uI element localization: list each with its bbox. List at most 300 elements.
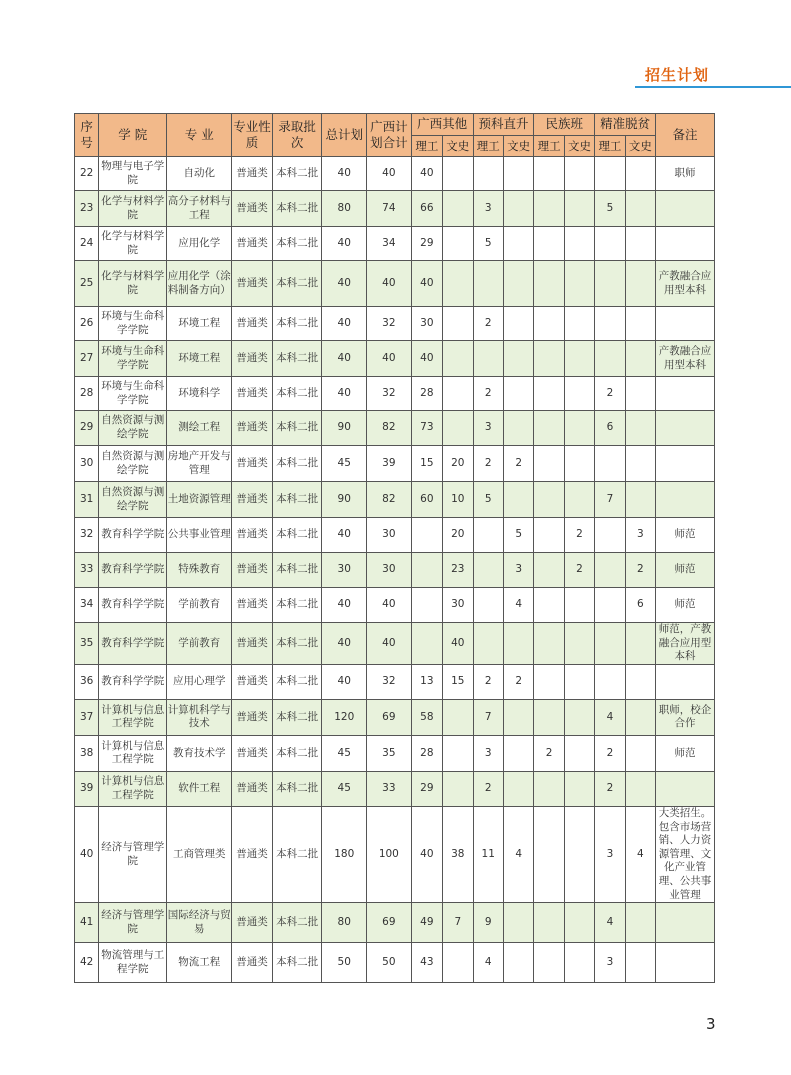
cell-batch: 本科二批 bbox=[272, 482, 322, 518]
cell-total: 40 bbox=[322, 588, 367, 623]
cell-gx-sci: 28 bbox=[411, 377, 442, 411]
cell-seq: 30 bbox=[75, 446, 99, 482]
cell-ethnic-sci bbox=[534, 307, 564, 341]
cell-note: 大类招生。包含市场营销、人力资源管理、文化产业管理、公共事业管理 bbox=[656, 806, 715, 902]
cell-major: 物流工程 bbox=[167, 943, 232, 983]
cell-ethnic-sci bbox=[534, 482, 564, 518]
cell-major: 教育技术学 bbox=[167, 735, 232, 771]
cell-gx-total: 50 bbox=[367, 943, 412, 983]
cell-gx-sci: 40 bbox=[411, 341, 442, 377]
cell-poverty-sci: 2 bbox=[595, 377, 625, 411]
cell-type: 普通类 bbox=[232, 518, 273, 553]
cell-seq: 32 bbox=[75, 518, 99, 553]
cell-note bbox=[656, 943, 715, 983]
cell-poverty-sci bbox=[595, 261, 625, 307]
cell-seq: 31 bbox=[75, 482, 99, 518]
cell-poverty-arts: 4 bbox=[625, 806, 655, 902]
cell-batch: 本科二批 bbox=[272, 771, 322, 806]
cell-ethnic-arts bbox=[564, 157, 594, 191]
cell-type: 普通类 bbox=[232, 227, 273, 261]
cell-type: 普通类 bbox=[232, 588, 273, 623]
cell-prep-sci: 2 bbox=[473, 377, 503, 411]
cell-gx-total: 30 bbox=[367, 553, 412, 588]
cell-batch: 本科二批 bbox=[272, 623, 322, 665]
cell-ethnic-arts bbox=[564, 307, 594, 341]
cell-college: 环境与生命科学学院 bbox=[99, 307, 167, 341]
cell-gx-arts bbox=[443, 699, 473, 735]
cell-ethnic-arts bbox=[564, 446, 594, 482]
cell-gx-total: 33 bbox=[367, 771, 412, 806]
cell-major: 学前教育 bbox=[167, 588, 232, 623]
cell-seq: 35 bbox=[75, 623, 99, 665]
table-row bbox=[75, 191, 715, 227]
cell-gx-arts bbox=[443, 735, 473, 771]
table-row bbox=[75, 261, 715, 307]
cell-total: 80 bbox=[322, 903, 367, 943]
table-row bbox=[75, 664, 715, 699]
header-sci: 理工 bbox=[473, 136, 503, 157]
cell-gx-arts bbox=[443, 411, 473, 446]
cell-ethnic-arts: 2 bbox=[564, 553, 594, 588]
cell-ethnic-arts bbox=[564, 588, 594, 623]
cell-ethnic-sci bbox=[534, 411, 564, 446]
cell-ethnic-sci bbox=[534, 446, 564, 482]
cell-gx-sci: 60 bbox=[411, 482, 442, 518]
cell-ethnic-sci bbox=[534, 903, 564, 943]
cell-seq: 34 bbox=[75, 588, 99, 623]
header-arts: 文史 bbox=[625, 136, 655, 157]
cell-prep-sci: 3 bbox=[473, 411, 503, 446]
cell-major: 自动化 bbox=[167, 157, 232, 191]
cell-type: 普通类 bbox=[232, 623, 273, 665]
header-college: 学 院 bbox=[99, 114, 167, 157]
cell-batch: 本科二批 bbox=[272, 261, 322, 307]
cell-ethnic-arts bbox=[564, 806, 594, 902]
cell-college: 自然资源与测绘学院 bbox=[99, 411, 167, 446]
cell-batch: 本科二批 bbox=[272, 553, 322, 588]
cell-prep-sci bbox=[473, 553, 503, 588]
cell-type: 普通类 bbox=[232, 261, 273, 307]
cell-poverty-sci bbox=[595, 227, 625, 261]
cell-ethnic-sci: 2 bbox=[534, 735, 564, 771]
cell-poverty-arts: 2 bbox=[625, 553, 655, 588]
cell-ethnic-sci bbox=[534, 806, 564, 902]
cell-type: 普通类 bbox=[232, 664, 273, 699]
cell-poverty-sci: 6 bbox=[595, 411, 625, 446]
cell-ethnic-arts bbox=[564, 943, 594, 983]
cell-poverty-sci: 5 bbox=[595, 191, 625, 227]
header-prep: 预科直升 bbox=[473, 114, 534, 136]
table-row bbox=[75, 588, 715, 623]
cell-total: 30 bbox=[322, 553, 367, 588]
cell-gx-sci: 43 bbox=[411, 943, 442, 983]
header-arts: 文史 bbox=[503, 136, 533, 157]
cell-poverty-arts bbox=[625, 261, 655, 307]
cell-college: 自然资源与测绘学院 bbox=[99, 446, 167, 482]
cell-ethnic-arts bbox=[564, 903, 594, 943]
cell-college: 化学与材料学院 bbox=[99, 261, 167, 307]
cell-seq: 41 bbox=[75, 903, 99, 943]
cell-poverty-sci: 2 bbox=[595, 735, 625, 771]
cell-note bbox=[656, 227, 715, 261]
cell-major: 软件工程 bbox=[167, 771, 232, 806]
cell-total: 180 bbox=[322, 806, 367, 902]
cell-seq: 22 bbox=[75, 157, 99, 191]
cell-gx-arts: 20 bbox=[443, 518, 473, 553]
cell-total: 40 bbox=[322, 377, 367, 411]
cell-gx-sci: 15 bbox=[411, 446, 442, 482]
cell-gx-total: 32 bbox=[367, 377, 412, 411]
cell-batch: 本科二批 bbox=[272, 735, 322, 771]
table-row bbox=[75, 903, 715, 943]
cell-prep-arts bbox=[503, 943, 533, 983]
cell-gx-total: 40 bbox=[367, 623, 412, 665]
cell-gx-arts bbox=[443, 771, 473, 806]
cell-poverty-arts bbox=[625, 227, 655, 261]
cell-poverty-sci bbox=[595, 623, 625, 665]
cell-prep-sci bbox=[473, 261, 503, 307]
cell-major: 环境工程 bbox=[167, 307, 232, 341]
cell-ethnic-sci bbox=[534, 341, 564, 377]
cell-gx-arts bbox=[443, 341, 473, 377]
cell-college: 自然资源与测绘学院 bbox=[99, 482, 167, 518]
cell-ethnic-sci bbox=[534, 518, 564, 553]
cell-batch: 本科二批 bbox=[272, 518, 322, 553]
cell-major: 环境科学 bbox=[167, 377, 232, 411]
cell-prep-sci: 9 bbox=[473, 903, 503, 943]
cell-prep-arts bbox=[503, 227, 533, 261]
cell-note: 职师 bbox=[656, 157, 715, 191]
cell-college: 计算机与信息工程学院 bbox=[99, 699, 167, 735]
cell-gx-arts bbox=[443, 307, 473, 341]
table-row bbox=[75, 623, 715, 665]
cell-note bbox=[656, 482, 715, 518]
cell-college: 化学与材料学院 bbox=[99, 191, 167, 227]
header-ethnic: 民族班 bbox=[534, 114, 595, 136]
cell-gx-sci: 40 bbox=[411, 261, 442, 307]
table-row bbox=[75, 735, 715, 771]
cell-prep-sci: 4 bbox=[473, 943, 503, 983]
cell-total: 90 bbox=[322, 411, 367, 446]
cell-note: 师范 bbox=[656, 735, 715, 771]
cell-major: 工商管理类 bbox=[167, 806, 232, 902]
cell-poverty-sci: 2 bbox=[595, 771, 625, 806]
cell-prep-sci bbox=[473, 623, 503, 665]
cell-poverty-arts bbox=[625, 482, 655, 518]
header-sci: 理工 bbox=[595, 136, 625, 157]
cell-gx-total: 100 bbox=[367, 806, 412, 902]
cell-batch: 本科二批 bbox=[272, 227, 322, 261]
cell-prep-arts bbox=[503, 377, 533, 411]
cell-college: 教育科学学院 bbox=[99, 664, 167, 699]
table-row bbox=[75, 482, 715, 518]
cell-total: 45 bbox=[322, 735, 367, 771]
cell-ethnic-sci bbox=[534, 771, 564, 806]
cell-college: 教育科学学院 bbox=[99, 518, 167, 553]
cell-poverty-arts bbox=[625, 735, 655, 771]
cell-prep-arts bbox=[503, 699, 533, 735]
cell-note: 职师，校企合作 bbox=[656, 699, 715, 735]
header-note: 备注 bbox=[656, 114, 715, 157]
cell-poverty-sci bbox=[595, 518, 625, 553]
cell-ethnic-sci bbox=[534, 191, 564, 227]
cell-poverty-arts: 6 bbox=[625, 588, 655, 623]
cell-college: 教育科学学院 bbox=[99, 623, 167, 665]
cell-note bbox=[656, 411, 715, 446]
cell-major: 土地资源管理 bbox=[167, 482, 232, 518]
cell-poverty-arts bbox=[625, 699, 655, 735]
table-row bbox=[75, 806, 715, 902]
cell-batch: 本科二批 bbox=[272, 191, 322, 227]
page-number: 3 bbox=[706, 1015, 716, 1033]
cell-batch: 本科二批 bbox=[272, 903, 322, 943]
cell-prep-arts bbox=[503, 903, 533, 943]
cell-batch: 本科二批 bbox=[272, 806, 322, 902]
cell-gx-arts bbox=[443, 157, 473, 191]
cell-ethnic-sci bbox=[534, 699, 564, 735]
cell-gx-arts bbox=[443, 227, 473, 261]
cell-gx-arts bbox=[443, 377, 473, 411]
cell-total: 40 bbox=[322, 518, 367, 553]
cell-gx-arts: 20 bbox=[443, 446, 473, 482]
cell-seq: 23 bbox=[75, 191, 99, 227]
cell-college: 经济与管理学院 bbox=[99, 903, 167, 943]
cell-ethnic-arts bbox=[564, 482, 594, 518]
cell-poverty-arts bbox=[625, 307, 655, 341]
cell-major: 环境工程 bbox=[167, 341, 232, 377]
cell-gx-arts: 38 bbox=[443, 806, 473, 902]
cell-prep-arts bbox=[503, 623, 533, 665]
cell-prep-sci: 3 bbox=[473, 191, 503, 227]
cell-prep-arts bbox=[503, 261, 533, 307]
cell-batch: 本科二批 bbox=[272, 943, 322, 983]
cell-prep-arts: 3 bbox=[503, 553, 533, 588]
cell-seq: 36 bbox=[75, 664, 99, 699]
cell-prep-arts bbox=[503, 341, 533, 377]
cell-prep-arts: 2 bbox=[503, 664, 533, 699]
header-batch: 录取批次 bbox=[272, 114, 322, 157]
cell-total: 45 bbox=[322, 771, 367, 806]
cell-batch: 本科二批 bbox=[272, 307, 322, 341]
cell-poverty-arts bbox=[625, 664, 655, 699]
cell-poverty-arts bbox=[625, 377, 655, 411]
cell-total: 50 bbox=[322, 943, 367, 983]
cell-type: 普通类 bbox=[232, 771, 273, 806]
cell-ethnic-arts: 2 bbox=[564, 518, 594, 553]
cell-note: 产教融合应用型本科 bbox=[656, 261, 715, 307]
table-row bbox=[75, 771, 715, 806]
cell-type: 普通类 bbox=[232, 341, 273, 377]
cell-seq: 42 bbox=[75, 943, 99, 983]
cell-major: 国际经济与贸易 bbox=[167, 903, 232, 943]
cell-seq: 26 bbox=[75, 307, 99, 341]
cell-note bbox=[656, 771, 715, 806]
table-row bbox=[75, 157, 715, 191]
cell-total: 40 bbox=[322, 664, 367, 699]
cell-gx-total: 40 bbox=[367, 261, 412, 307]
cell-total: 45 bbox=[322, 446, 367, 482]
cell-prep-sci: 5 bbox=[473, 482, 503, 518]
cell-gx-arts: 30 bbox=[443, 588, 473, 623]
header-total: 总计划 bbox=[322, 114, 367, 157]
cell-college: 物理与电子学院 bbox=[99, 157, 167, 191]
cell-seq: 27 bbox=[75, 341, 99, 377]
cell-college: 教育科学学院 bbox=[99, 588, 167, 623]
cell-note: 师范 bbox=[656, 553, 715, 588]
cell-college: 教育科学学院 bbox=[99, 553, 167, 588]
table-row bbox=[75, 446, 715, 482]
cell-poverty-sci bbox=[595, 588, 625, 623]
cell-prep-arts bbox=[503, 482, 533, 518]
cell-gx-total: 69 bbox=[367, 699, 412, 735]
cell-gx-total: 82 bbox=[367, 482, 412, 518]
cell-gx-sci: 29 bbox=[411, 227, 442, 261]
cell-prep-arts: 4 bbox=[503, 588, 533, 623]
cell-college: 计算机与信息工程学院 bbox=[99, 771, 167, 806]
cell-prep-sci bbox=[473, 341, 503, 377]
cell-gx-sci bbox=[411, 623, 442, 665]
cell-total: 40 bbox=[322, 341, 367, 377]
cell-poverty-sci: 7 bbox=[595, 482, 625, 518]
cell-prep-sci: 2 bbox=[473, 307, 503, 341]
cell-poverty-arts bbox=[625, 771, 655, 806]
cell-major: 房地产开发与管理 bbox=[167, 446, 232, 482]
cell-gx-arts: 10 bbox=[443, 482, 473, 518]
cell-total: 40 bbox=[322, 227, 367, 261]
cell-type: 普通类 bbox=[232, 553, 273, 588]
table-row bbox=[75, 307, 715, 341]
cell-prep-arts bbox=[503, 191, 533, 227]
cell-batch: 本科二批 bbox=[272, 411, 322, 446]
cell-prep-arts bbox=[503, 157, 533, 191]
table-header bbox=[75, 114, 715, 157]
cell-ethnic-arts bbox=[564, 623, 594, 665]
cell-ethnic-arts bbox=[564, 735, 594, 771]
cell-poverty-sci: 4 bbox=[595, 903, 625, 943]
cell-major: 应用化学（涂料制备方向） bbox=[167, 261, 232, 307]
cell-batch: 本科二批 bbox=[272, 157, 322, 191]
table-row bbox=[75, 227, 715, 261]
header-seq: 序号 bbox=[75, 114, 99, 157]
cell-note: 师范，产教融合应用型本科 bbox=[656, 623, 715, 665]
cell-total: 40 bbox=[322, 307, 367, 341]
cell-prep-arts: 4 bbox=[503, 806, 533, 902]
cell-gx-total: 30 bbox=[367, 518, 412, 553]
cell-note bbox=[656, 664, 715, 699]
cell-type: 普通类 bbox=[232, 307, 273, 341]
cell-gx-arts bbox=[443, 261, 473, 307]
cell-poverty-sci bbox=[595, 341, 625, 377]
header-arts: 文史 bbox=[564, 136, 594, 157]
cell-poverty-sci bbox=[595, 307, 625, 341]
cell-poverty-sci: 3 bbox=[595, 943, 625, 983]
header-sci: 理工 bbox=[411, 136, 442, 157]
cell-prep-arts bbox=[503, 735, 533, 771]
cell-college: 计算机与信息工程学院 bbox=[99, 735, 167, 771]
cell-gx-sci: 49 bbox=[411, 903, 442, 943]
cell-ethnic-sci bbox=[534, 943, 564, 983]
header-type: 专业性质 bbox=[232, 114, 273, 157]
cell-gx-sci: 28 bbox=[411, 735, 442, 771]
cell-note: 师范 bbox=[656, 588, 715, 623]
cell-gx-sci bbox=[411, 518, 442, 553]
cell-note bbox=[656, 903, 715, 943]
cell-gx-sci: 40 bbox=[411, 157, 442, 191]
cell-gx-total: 69 bbox=[367, 903, 412, 943]
header-major: 专 业 bbox=[167, 114, 232, 157]
cell-ethnic-sci bbox=[534, 553, 564, 588]
cell-poverty-arts bbox=[625, 943, 655, 983]
cell-gx-total: 32 bbox=[367, 664, 412, 699]
table-row bbox=[75, 553, 715, 588]
cell-type: 普通类 bbox=[232, 943, 273, 983]
cell-poverty-arts bbox=[625, 446, 655, 482]
cell-total: 40 bbox=[322, 623, 367, 665]
cell-type: 普通类 bbox=[232, 482, 273, 518]
cell-gx-total: 32 bbox=[367, 307, 412, 341]
cell-gx-arts: 23 bbox=[443, 553, 473, 588]
cell-gx-total: 40 bbox=[367, 341, 412, 377]
header-arts: 文史 bbox=[443, 136, 473, 157]
cell-prep-arts bbox=[503, 307, 533, 341]
cell-total: 120 bbox=[322, 699, 367, 735]
cell-gx-total: 34 bbox=[367, 227, 412, 261]
title-underline bbox=[635, 86, 791, 88]
enrollment-plan-table bbox=[74, 113, 715, 983]
cell-poverty-arts bbox=[625, 341, 655, 377]
cell-batch: 本科二批 bbox=[272, 377, 322, 411]
cell-prep-arts: 2 bbox=[503, 446, 533, 482]
cell-poverty-arts bbox=[625, 157, 655, 191]
cell-prep-sci: 2 bbox=[473, 664, 503, 699]
cell-note bbox=[656, 446, 715, 482]
cell-college: 物流管理与工程学院 bbox=[99, 943, 167, 983]
cell-note bbox=[656, 191, 715, 227]
cell-poverty-arts bbox=[625, 623, 655, 665]
cell-gx-total: 40 bbox=[367, 588, 412, 623]
cell-major: 公共事业管理 bbox=[167, 518, 232, 553]
cell-ethnic-arts bbox=[564, 699, 594, 735]
cell-poverty-sci bbox=[595, 157, 625, 191]
cell-total: 80 bbox=[322, 191, 367, 227]
cell-note bbox=[656, 377, 715, 411]
cell-ethnic-arts bbox=[564, 771, 594, 806]
cell-ethnic-arts bbox=[564, 664, 594, 699]
cell-total: 40 bbox=[322, 157, 367, 191]
cell-prep-arts: 5 bbox=[503, 518, 533, 553]
table-row bbox=[75, 518, 715, 553]
cell-college: 经济与管理学院 bbox=[99, 806, 167, 902]
cell-poverty-arts: 3 bbox=[625, 518, 655, 553]
cell-note: 师范 bbox=[656, 518, 715, 553]
header-poverty: 精准脱贫 bbox=[595, 114, 656, 136]
cell-type: 普通类 bbox=[232, 735, 273, 771]
cell-gx-sci: 13 bbox=[411, 664, 442, 699]
cell-college: 环境与生命科学学院 bbox=[99, 377, 167, 411]
cell-prep-sci bbox=[473, 157, 503, 191]
cell-ethnic-sci bbox=[534, 227, 564, 261]
cell-poverty-arts bbox=[625, 903, 655, 943]
section-title: 招生计划 bbox=[645, 66, 710, 84]
cell-gx-sci: 73 bbox=[411, 411, 442, 446]
cell-major: 应用化学 bbox=[167, 227, 232, 261]
cell-prep-sci: 3 bbox=[473, 735, 503, 771]
cell-ethnic-arts bbox=[564, 261, 594, 307]
cell-gx-arts bbox=[443, 943, 473, 983]
cell-gx-arts bbox=[443, 191, 473, 227]
cell-prep-sci: 7 bbox=[473, 699, 503, 735]
cell-ethnic-sci bbox=[534, 623, 564, 665]
